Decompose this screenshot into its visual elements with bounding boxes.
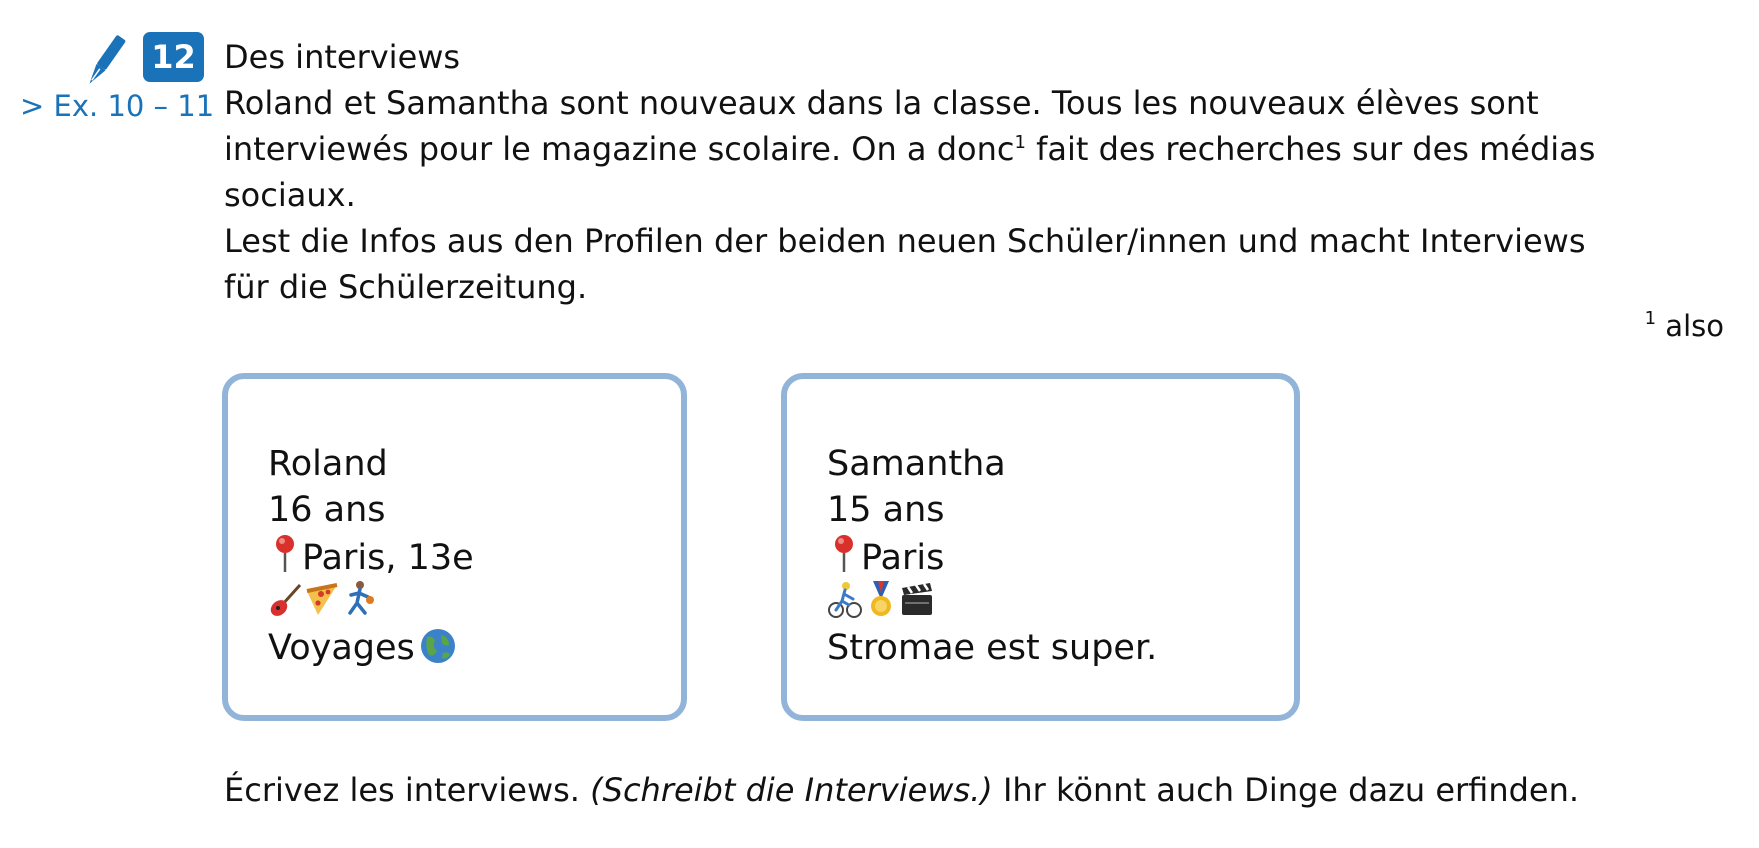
writing-instruction: Écrivez les interviews. (Schreibt die Interviews.) Ihr könnt auch Dinge dazu erfinden.	[224, 771, 1580, 809]
intro-paragraph	[224, 80, 1724, 218]
profile-name: Samantha	[827, 444, 1006, 484]
exercise-title: Des interviews	[224, 38, 461, 76]
medal-icon	[863, 579, 899, 619]
profile-age: 16 ans	[268, 490, 386, 530]
clapperboard-icon	[899, 579, 935, 619]
instruction-translation: (Schreibt die Interviews.)	[590, 771, 993, 809]
task-paragraph	[224, 218, 1724, 310]
profile-name: Roland	[268, 444, 388, 484]
task-line: Lest die Infos aus den Profilen der beiden neuen Schüler/innen und macht Interviews	[224, 222, 1586, 260]
intro-line: Roland et Samantha sont nouveaux dans la classe. Tous les nouveaux élèves sont	[224, 84, 1539, 122]
profile-hobbies	[827, 579, 1157, 625]
footnote-marker: 1	[1644, 308, 1657, 329]
intro-line: interviewés pour le magazine scolaire. On a donc$^1$ fait des recherches sur des médias	[224, 130, 1596, 168]
profile-age: 15 ans	[827, 490, 945, 530]
fountain-pen-icon	[80, 30, 128, 94]
location-pin-icon	[827, 533, 861, 573]
profile-hobbies	[268, 579, 474, 625]
profile-card-roland	[222, 373, 687, 721]
profile-location: Paris, 13e	[268, 533, 474, 579]
profile-extra: Voyages	[268, 625, 474, 671]
profile-location: Paris	[827, 533, 1157, 579]
intro-line: sociaux.	[224, 176, 356, 214]
footnote-reference: 1	[1014, 132, 1026, 153]
exercise-reference-link[interactable]: > Ex. 10 – 11	[20, 89, 215, 123]
cyclist-icon	[827, 579, 863, 619]
electric-guitar-icon	[268, 579, 304, 619]
profile-card-samantha	[781, 373, 1300, 721]
basketball-player-icon	[340, 579, 376, 619]
location-pin-icon	[268, 533, 302, 573]
exercise-number-badge: 12	[143, 32, 204, 82]
globe-icon	[419, 627, 457, 665]
footnote: $^1$ also	[1644, 308, 1724, 343]
profile-extra: Stromae est super.	[827, 628, 1158, 668]
task-line: für die Schülerzeitung.	[224, 268, 588, 306]
pizza-icon	[304, 579, 340, 619]
